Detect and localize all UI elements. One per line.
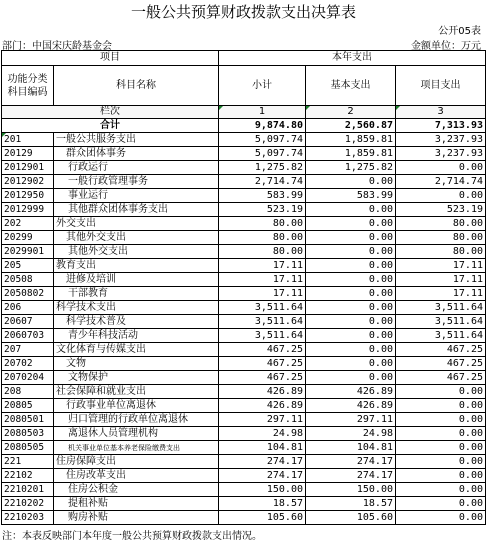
table-row — [2, 483, 486, 497]
row-project: 80.00 — [396, 217, 486, 231]
table-row — [2, 385, 486, 399]
table-row — [2, 133, 486, 147]
row-basic: 426.89 — [306, 399, 396, 413]
row-basic: 1,275.82 — [306, 161, 396, 175]
row-code: 2060703 — [2, 329, 54, 343]
row-subtotal: 5,097.74 — [219, 147, 306, 161]
table-row — [2, 329, 486, 343]
row-project: 0.00 — [396, 189, 486, 203]
row-code: 207 — [2, 343, 54, 357]
row-project: 0.00 — [396, 511, 486, 525]
row-basic: 0.00 — [306, 231, 396, 245]
row-code: 202 — [2, 217, 54, 231]
table-row — [2, 427, 486, 441]
row-basic: 274.17 — [306, 469, 396, 483]
row-name: 外交支出 — [54, 217, 219, 231]
row-project: 0.00 — [396, 483, 486, 497]
row-subtotal: 24.98 — [219, 427, 306, 441]
row-project: 467.25 — [396, 371, 486, 385]
index-col-3: 3 — [396, 106, 486, 119]
table-row — [2, 259, 486, 273]
row-basic: 0.00 — [306, 301, 396, 315]
row-name: 科学技术支出 — [54, 301, 219, 315]
row-subtotal: 1,275.82 — [219, 161, 306, 175]
row-basic: 0.00 — [306, 203, 396, 217]
row-name: 文化体育与传媒支出 — [54, 343, 219, 357]
table-row — [2, 217, 486, 231]
table-row — [2, 287, 486, 301]
row-project: 0.00 — [396, 427, 486, 441]
row-subtotal: 523.19 — [219, 203, 306, 217]
row-subtotal: 5,097.74 — [219, 133, 306, 147]
row-project: 523.19 — [396, 203, 486, 217]
row-name: 群众团体事务 — [54, 147, 219, 161]
table-row — [2, 301, 486, 315]
row-code: 20129 — [2, 147, 54, 161]
row-project: 0.00 — [396, 497, 486, 511]
row-code: 2012999 — [2, 203, 54, 217]
total-project: 7,313.93 — [396, 119, 486, 133]
row-basic: 0.00 — [306, 259, 396, 273]
row-subtotal: 3,511.64 — [219, 301, 306, 315]
row-project: 0.00 — [396, 161, 486, 175]
row-name: 进修及培训 — [54, 273, 219, 287]
report-title: 一般公共预算财政拨款支出决算表 — [130, 3, 356, 21]
row-subtotal: 467.25 — [219, 343, 306, 357]
footnote: 注：本表反映部门本年度一般公共预算财政拨款支出情况。 — [2, 531, 262, 542]
row-project: 0.00 — [396, 455, 486, 469]
row-code: 20805 — [2, 399, 54, 413]
row-subtotal: 583.99 — [219, 189, 306, 203]
row-project: 0.00 — [396, 385, 486, 399]
row-project: 3,237.93 — [396, 147, 486, 161]
table-row — [2, 371, 486, 385]
row-name: 干部教育 — [54, 287, 219, 301]
row-subtotal: 274.17 — [219, 469, 306, 483]
row-code: 20702 — [2, 357, 54, 371]
row-basic: 24.98 — [306, 427, 396, 441]
row-name: 归口管理的行政单位离退休 — [54, 413, 219, 427]
row-basic: 0.00 — [306, 329, 396, 343]
index-col-1: 1 — [219, 106, 306, 119]
row-name: 其他外交支出 — [54, 245, 219, 259]
row-subtotal: 3,511.64 — [219, 329, 306, 343]
row-code: 2012950 — [2, 189, 54, 203]
row-subtotal: 17.11 — [219, 259, 306, 273]
total-subtotal: 9,874.80 — [219, 119, 306, 133]
row-name: 离退休人员管理机构 — [54, 427, 219, 441]
table-row — [2, 189, 486, 203]
table-row — [2, 511, 486, 525]
row-code: 208 — [2, 385, 54, 399]
row-code: 20299 — [2, 231, 54, 245]
row-name: 住房公积金 — [54, 483, 219, 497]
row-subtotal: 467.25 — [219, 371, 306, 385]
row-basic: 0.00 — [306, 357, 396, 371]
table-row — [2, 147, 486, 161]
row-basic: 0.00 — [306, 273, 396, 287]
row-project: 0.00 — [396, 469, 486, 483]
row-code: 2210202 — [2, 497, 54, 511]
index-col-2: 2 — [306, 106, 396, 119]
table-row — [2, 455, 486, 469]
row-code: 22102 — [2, 469, 54, 483]
row-subtotal: 426.89 — [219, 399, 306, 413]
table-row — [2, 245, 486, 259]
row-name: 一般行政管理事务 — [54, 175, 219, 189]
header-func-code: 功能分类科目编码 — [2, 66, 54, 106]
row-code: 2210201 — [2, 483, 54, 497]
row-subtotal: 2,714.74 — [219, 175, 306, 189]
row-subtotal: 80.00 — [219, 217, 306, 231]
row-code: 2210203 — [2, 511, 54, 525]
row-subtotal: 80.00 — [219, 231, 306, 245]
header-basic: 基本支出 — [306, 66, 396, 106]
department-label: 部门：中国宋庆龄基金会 — [2, 41, 112, 52]
expenditure-table — [1, 50, 486, 525]
total-label: 合计 — [2, 119, 219, 133]
header-row-2 — [2, 66, 486, 106]
index-row — [2, 106, 486, 119]
index-label: 栏次 — [2, 106, 219, 119]
row-code: 2080501 — [2, 413, 54, 427]
row-basic: 105.60 — [306, 511, 396, 525]
header-row-1 — [2, 51, 486, 66]
row-name: 行政事业单位离退休 — [54, 399, 219, 413]
row-project: 3,237.93 — [396, 133, 486, 147]
row-project: 17.11 — [396, 259, 486, 273]
table-row — [2, 469, 486, 483]
row-project: 0.00 — [396, 413, 486, 427]
table-row — [2, 497, 486, 511]
row-code: 2070204 — [2, 371, 54, 385]
row-name: 一般公共服务支出 — [54, 133, 219, 147]
row-subtotal: 426.89 — [219, 385, 306, 399]
row-project: 467.25 — [396, 343, 486, 357]
row-code: 221 — [2, 455, 54, 469]
row-basic: 1,859.81 — [306, 147, 396, 161]
row-name: 其他外交支出 — [54, 231, 219, 245]
row-project: 2,714.74 — [396, 175, 486, 189]
form-number: 公开05表 — [438, 26, 481, 37]
row-name: 青少年科技活动 — [54, 329, 219, 343]
row-name: 住房保障支出 — [54, 455, 219, 469]
table-row — [2, 273, 486, 287]
row-code: 20607 — [2, 315, 54, 329]
row-subtotal: 150.00 — [219, 483, 306, 497]
table-row — [2, 399, 486, 413]
row-subtotal: 104.81 — [219, 441, 306, 455]
row-basic: 0.00 — [306, 245, 396, 259]
table-row — [2, 161, 486, 175]
row-basic: 104.81 — [306, 441, 396, 455]
table-row — [2, 413, 486, 427]
table-row — [2, 231, 486, 245]
row-code: 2080505 — [2, 441, 54, 455]
header-item: 项目 — [2, 51, 219, 66]
row-basic: 0.00 — [306, 315, 396, 329]
row-subtotal: 274.17 — [219, 455, 306, 469]
row-basic: 0.00 — [306, 287, 396, 301]
row-project: 3,511.64 — [396, 329, 486, 343]
row-subtotal: 467.25 — [219, 357, 306, 371]
row-name: 社会保障和就业支出 — [54, 385, 219, 399]
row-name: 住房改革支出 — [54, 469, 219, 483]
row-name: 文物 — [54, 357, 219, 371]
row-basic: 1,859.81 — [306, 133, 396, 147]
total-basic: 2,560.87 — [306, 119, 396, 133]
row-name: 文物保护 — [54, 371, 219, 385]
row-subtotal: 17.11 — [219, 273, 306, 287]
table-row — [2, 343, 486, 357]
row-name: 购房补贴 — [54, 511, 219, 525]
row-name: 其他群众团体事务支出 — [54, 203, 219, 217]
row-project: 80.00 — [396, 231, 486, 245]
row-code: 206 — [2, 301, 54, 315]
row-subtotal: 80.00 — [219, 245, 306, 259]
row-subtotal: 18.57 — [219, 497, 306, 511]
row-project: 17.11 — [396, 287, 486, 301]
row-basic: 426.89 — [306, 385, 396, 399]
row-subtotal: 105.60 — [219, 511, 306, 525]
row-basic: 150.00 — [306, 483, 396, 497]
row-project: 467.25 — [396, 357, 486, 371]
row-name: 提租补贴 — [54, 497, 219, 511]
row-basic: 18.57 — [306, 497, 396, 511]
row-project: 80.00 — [396, 245, 486, 259]
header-subject-name: 科目名称 — [54, 66, 219, 106]
row-basic: 583.99 — [306, 189, 396, 203]
table-row — [2, 357, 486, 371]
header-subtotal: 小计 — [219, 66, 306, 106]
row-project: 0.00 — [396, 399, 486, 413]
row-project: 0.00 — [396, 441, 486, 455]
row-basic: 0.00 — [306, 175, 396, 189]
row-basic: 274.17 — [306, 455, 396, 469]
row-name: 事业运行 — [54, 189, 219, 203]
table-row — [2, 175, 486, 189]
row-code: 2012901 — [2, 161, 54, 175]
row-basic: 0.00 — [306, 371, 396, 385]
row-name: 机关事业单位基本养老保险缴费支出 — [54, 441, 219, 455]
row-subtotal: 17.11 — [219, 287, 306, 301]
table-row — [2, 315, 486, 329]
row-basic: 0.00 — [306, 217, 396, 231]
row-name: 科学技术普及 — [54, 315, 219, 329]
row-project: 3,511.64 — [396, 301, 486, 315]
table-row — [2, 203, 486, 217]
row-code: 20508 — [2, 273, 54, 287]
row-code: 205 — [2, 259, 54, 273]
header-project: 项目支出 — [396, 66, 486, 106]
row-code: 201 — [2, 133, 54, 147]
row-basic: 0.00 — [306, 343, 396, 357]
row-code: 2050802 — [2, 287, 54, 301]
row-project: 3,511.64 — [396, 315, 486, 329]
row-code: 2080503 — [2, 427, 54, 441]
row-name: 行政运行 — [54, 161, 219, 175]
row-subtotal: 3,511.64 — [219, 315, 306, 329]
header-current-year: 本年支出 — [219, 51, 486, 66]
amount-unit-label: 金额单位：万元 — [411, 41, 481, 52]
row-subtotal: 297.11 — [219, 413, 306, 427]
total-row — [2, 119, 486, 133]
row-name: 教育支出 — [54, 259, 219, 273]
row-project: 17.11 — [396, 273, 486, 287]
table-row — [2, 441, 486, 455]
row-code: 2012902 — [2, 175, 54, 189]
row-basic: 297.11 — [306, 413, 396, 427]
row-code: 2029901 — [2, 245, 54, 259]
